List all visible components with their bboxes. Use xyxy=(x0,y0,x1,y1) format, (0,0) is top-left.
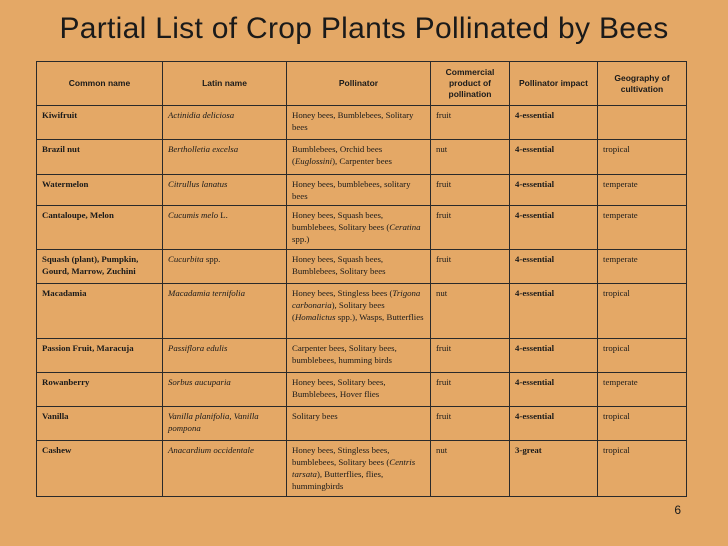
header-pollinator-impact: Pollinator impact xyxy=(510,62,598,106)
table-row xyxy=(37,174,687,205)
cell-commercial: fruit xyxy=(431,250,510,284)
cell-pollinator: Honey bees, Squash bees, bumblebees, Solitary bees (Ceratina spp.) xyxy=(287,205,431,249)
cell-latin: Passiflora edulis xyxy=(163,338,287,372)
cell-common: Watermelon xyxy=(37,174,163,205)
cell-pollinator: Honey bees, Stingless bees, bumblebees, Solitary bees (Centris tarsata), Butterflies, flies, hummingbirds xyxy=(287,441,431,497)
cell-latin: Cucurbita spp. xyxy=(163,250,287,284)
cell-commercial: fruit xyxy=(431,407,510,441)
cell-impact: 4-essential xyxy=(510,407,598,441)
cell-geography: temperate xyxy=(598,174,687,205)
page-number: 6 xyxy=(674,503,681,517)
cell-pollinator: Honey bees, Solitary bees, Bumblebees, Hover flies xyxy=(287,372,431,406)
cell-common: Squash (plant), Pumpkin, Gourd, Marrow, Zuchini xyxy=(37,250,163,284)
cell-impact: 4-essential xyxy=(510,338,598,372)
cell-common: Cantaloupe, Melon xyxy=(37,205,163,249)
header-commercial-product: Commercial product of pollination xyxy=(431,62,510,106)
cell-latin: Vanilla planifolia, Vanilla pompona xyxy=(163,407,287,441)
cell-geography: temperate xyxy=(598,250,687,284)
cell-common: Passion Fruit, Maracuja xyxy=(37,338,163,372)
cell-common: Rowanberry xyxy=(37,372,163,406)
cell-impact: 4-essential xyxy=(510,372,598,406)
table-row xyxy=(37,441,687,497)
cell-pollinator: Carpenter bees, Solitary bees, bumblebees, humming birds xyxy=(287,338,431,372)
cell-impact: 4-essential xyxy=(510,250,598,284)
cell-commercial: nut xyxy=(431,284,510,338)
cell-commercial: fruit xyxy=(431,372,510,406)
cell-common: Kiwifruit xyxy=(37,106,163,140)
cell-impact: 4-essential xyxy=(510,140,598,174)
cell-pollinator: Honey bees, bumblebees, solitary bees xyxy=(287,174,431,205)
table-row xyxy=(37,372,687,406)
cell-common: Cashew xyxy=(37,441,163,497)
cell-latin: Cucumis melo L. xyxy=(163,205,287,249)
header-common-name: Common name xyxy=(37,62,163,106)
cell-impact: 4-essential xyxy=(510,205,598,249)
cell-geography: tropical xyxy=(598,140,687,174)
table-row xyxy=(37,284,687,338)
cell-latin: Sorbus aucuparia xyxy=(163,372,287,406)
cell-common: Brazil nut xyxy=(37,140,163,174)
table-row xyxy=(37,205,687,249)
table-row xyxy=(37,140,687,174)
cell-geography: tropical xyxy=(598,407,687,441)
header-pollinator: Pollinator xyxy=(287,62,431,106)
cell-latin: Actinidia deliciosa xyxy=(163,106,287,140)
cell-impact: 4-essential xyxy=(510,106,598,140)
cell-latin: Anacardium occidentale xyxy=(163,441,287,497)
cell-geography: temperate xyxy=(598,372,687,406)
cell-common: Macadamia xyxy=(37,284,163,338)
cell-latin: Bertholletia excelsa xyxy=(163,140,287,174)
cell-pollinator: Solitary bees xyxy=(287,407,431,441)
cell-common: Vanilla xyxy=(37,407,163,441)
cell-geography: tropical xyxy=(598,338,687,372)
cell-commercial: fruit xyxy=(431,338,510,372)
cell-pollinator: Honey bees, Bumblebees, Solitary bees xyxy=(287,106,431,140)
cell-pollinator: Honey bees, Stingless bees (Trigona carbonaria), Solitary bees (Homalictus spp.), Wasps, Butterflies xyxy=(287,284,431,338)
cell-impact: 4-essential xyxy=(510,174,598,205)
cell-commercial: nut xyxy=(431,441,510,497)
cell-impact: 4-essential xyxy=(510,284,598,338)
cell-impact: 3-great xyxy=(510,441,598,497)
cell-geography: tropical xyxy=(598,284,687,338)
cell-latin: Macadamia ternifolia xyxy=(163,284,287,338)
slide-title: Partial List of Crop Plants Pollinated by Bees xyxy=(59,12,669,45)
table-row xyxy=(37,338,687,372)
header-geography: Geography of cultivation xyxy=(598,62,687,106)
header-latin-name: Latin name xyxy=(163,62,287,106)
cell-pollinator: Bumblebees, Orchid bees (Euglossini), Carpenter bees xyxy=(287,140,431,174)
table-row xyxy=(37,106,687,140)
cell-geography xyxy=(598,106,687,140)
cell-geography: tropical xyxy=(598,441,687,497)
cell-latin: Citrullus lanatus xyxy=(163,174,287,205)
cell-commercial: fruit xyxy=(431,205,510,249)
table-row xyxy=(37,250,687,284)
table-row xyxy=(37,407,687,441)
table-header-row xyxy=(37,62,687,106)
cell-geography: temperate xyxy=(598,205,687,249)
cell-commercial: fruit xyxy=(431,106,510,140)
cell-commercial: fruit xyxy=(431,174,510,205)
cell-commercial: nut xyxy=(431,140,510,174)
cell-pollinator: Honey bees, Squash bees, Bumblebees, Solitary bees xyxy=(287,250,431,284)
crop-pollination-table xyxy=(36,61,687,497)
